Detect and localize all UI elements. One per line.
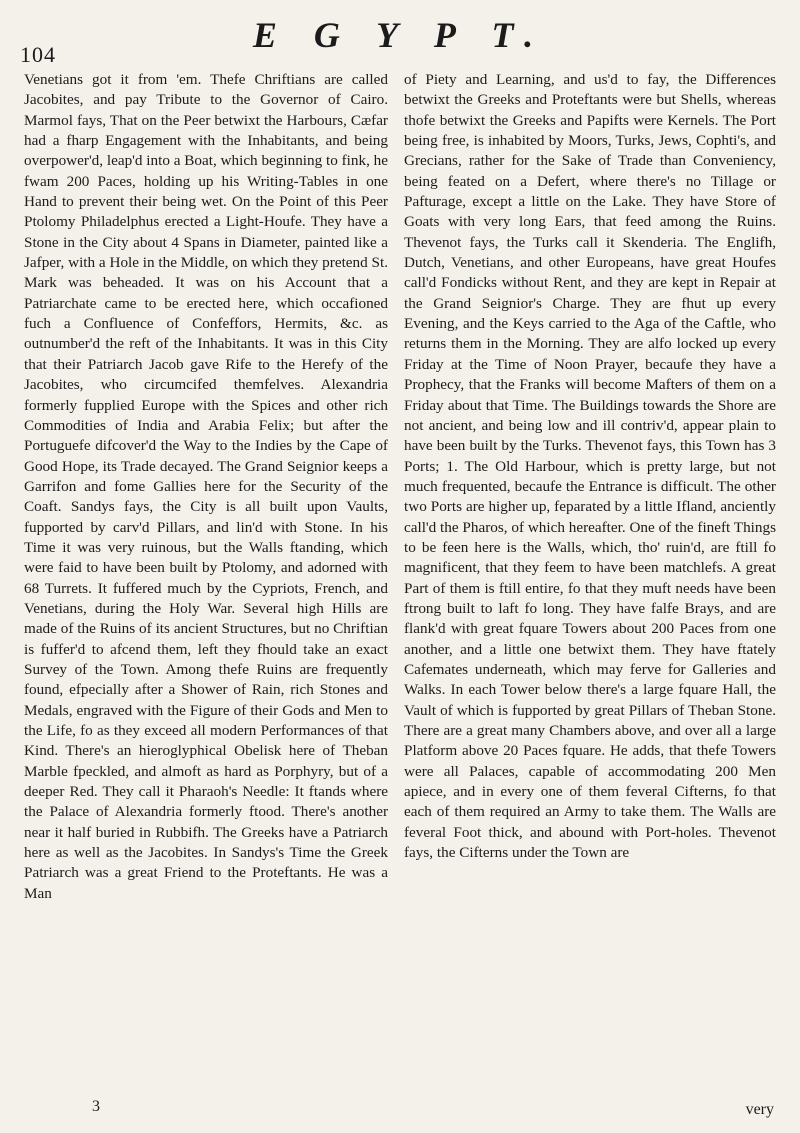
left-column — [24, 70, 388, 1115]
left-column-text: Venetians got it from 'em. Thefe Chriftians are called Jacobites, and pay Tribute to the Governor of Cairo. Marmol fays, That on the Peer betwixt the Harbours, Cæfar had a fharp Engagement with the Inhabitants, and being overpower'd, leap'd into a Boat, which beginning to fink, he fwam 200 Paces, holding up his Writing-Tables in one Hand to prevent their being wet. On the Point of this Peer Ptolomy Philadelphus erected a Light-Houfe. They have a Stone in the City about 4 Spans in Diameter, painted like a Jafper, with a Hole in the Middle, on which they pretend St. Mark was beheaded. It was on his Account that a Patriarchate came to be erected here, which occafioned fuch a Confluence of Confeffors, Hermits, &c. as outnumber'd the reft of the Inhabitants. It was in this City that their Patriarch Jacob gave Rife to the Herefy of the Jacobites, who circumcifed themfelves. Alexandria formerly fupplied Europe with the Spices and other rich Commodities of India and Arabia Felix; but after the Portuguefe difcover'd the Way to the Indies by the Cape of Good Hope, its Trade decayed. The Grand Seignior keeps a Garrifon and fome Gallies here for the Security of the Coaft. Sandys fays, the City is all built upon Vaults, fupported by carv'd Pillars, and lin'd with Stone. In his Time it was very ruinous, but the Walls ftanding, which were faid to have been built by Ptolomy, and adorned with 68 Turrets. It fuffered much by the Cypriots, French, and Venetians, during the Holy War. Several high Hills are made of the Ruins of its ancient Structures, but no Chriftian is fuffer'd to afcend them, left they fhould take an exact Survey of the Town. Among thefe Ruins are frequently found, efpecially after a Shower of Rain, rich Stones and Medals, engraved with the Figure of their Gods and Men to the Life, fo as they exceed all modern Performances of that Kind. There's an hieroglyphical Obelisk here of Theban Marble fpeckled, and almoft as hard as Porphyry, but of a deeper Red. They call it Pharaoh's Needle: It ftands where the Palace of Alexandria formerly ftood. There's another near it half buried in Rubbifh. The Greeks have a Patriarch here as well as the Jacobites. In Sandys's Time the Greek Patriarch was a great Friend to the Proteftants. He was a Man — [24, 71, 388, 902]
signature-mark: 3 — [92, 1098, 100, 1115]
running-title: E G Y P T. — [252, 15, 548, 55]
right-column — [404, 70, 776, 1115]
page-header — [20, 10, 780, 68]
page-number: 104 — [20, 42, 56, 67]
catchword: very — [745, 1101, 774, 1118]
right-column-text: of Piety and Learning, and us'd to fay, the Differences betwixt the Greeks and Proteftants were but Shells, whereas thofe betwixt the Greeks and Papifts were Kernels. The Port being free, is inhabited by Moors, Turks, Jews, Cophti's, and Grecians, rather for the Sake of Trade than Conveniency, being feated on a Defert, where there's no Tillage or Pafturage, except a little on the Lake. They have Store of Goats with very long Ears, that feed among the Ruins. Thevenot fays, the Turks call it Skenderia. The Englifh, Dutch, Venetians, and other Europeans, have great Houfes call'd Fondicks without Rent, and they are kept in Repair at the Grand Seignior's Charge. They are fhut up every Evening, and the Keys carried to the Aga of the Caftle, who returns them in the Morning. They are alfo locked up every Friday at the Time of Noon Prayer, becaufe they have a Prophecy, that the Franks will become Mafters of them on a Friday about that Time. The Buildings towards the Shore are not ancient, and being low and ill contriv'd, appear plain to have been built by the Turks. Thevenot fays, this Town has 3 Ports; 1. The Old Harbour, which is pretty large, but not much frequented, becaufe the Entrance is difficult. The other two Ports are higher up, feparated by a little Ifland, anciently call'd the Pharos, of which hereafter. One of the fineft Things to be feen here is the Walls, which, tho' ruin'd, are ftill fo magnificent, that they feem to have been matchlefs. A great Part of them is ftill entire, fo that they muft needs have been ftrong built to laft fo long. They have falfe Brays, and are flank'd with great fquare Towers about 200 Paces from one another, and a little one betwixt them. They have ftately Cafemates underneath, which may ferve for Galleries and Walks. In each Tower below there's a large fquare Hall, the Vault of which is fupported by great Pillars of Theban Stone. There are a great many Chambers above, and over all a large Platform above 20 Paces fquare. He adds, that thefe Towers were all Palaces, capable of accommodating 200 Men apiece, and in every one of them feveral Cifterns, fo that each of them required an Army to take them. The Walls are feveral Foot thick, and abound with Port-holes. Thevenot fays, the Cifterns under the Town are — [404, 71, 776, 862]
